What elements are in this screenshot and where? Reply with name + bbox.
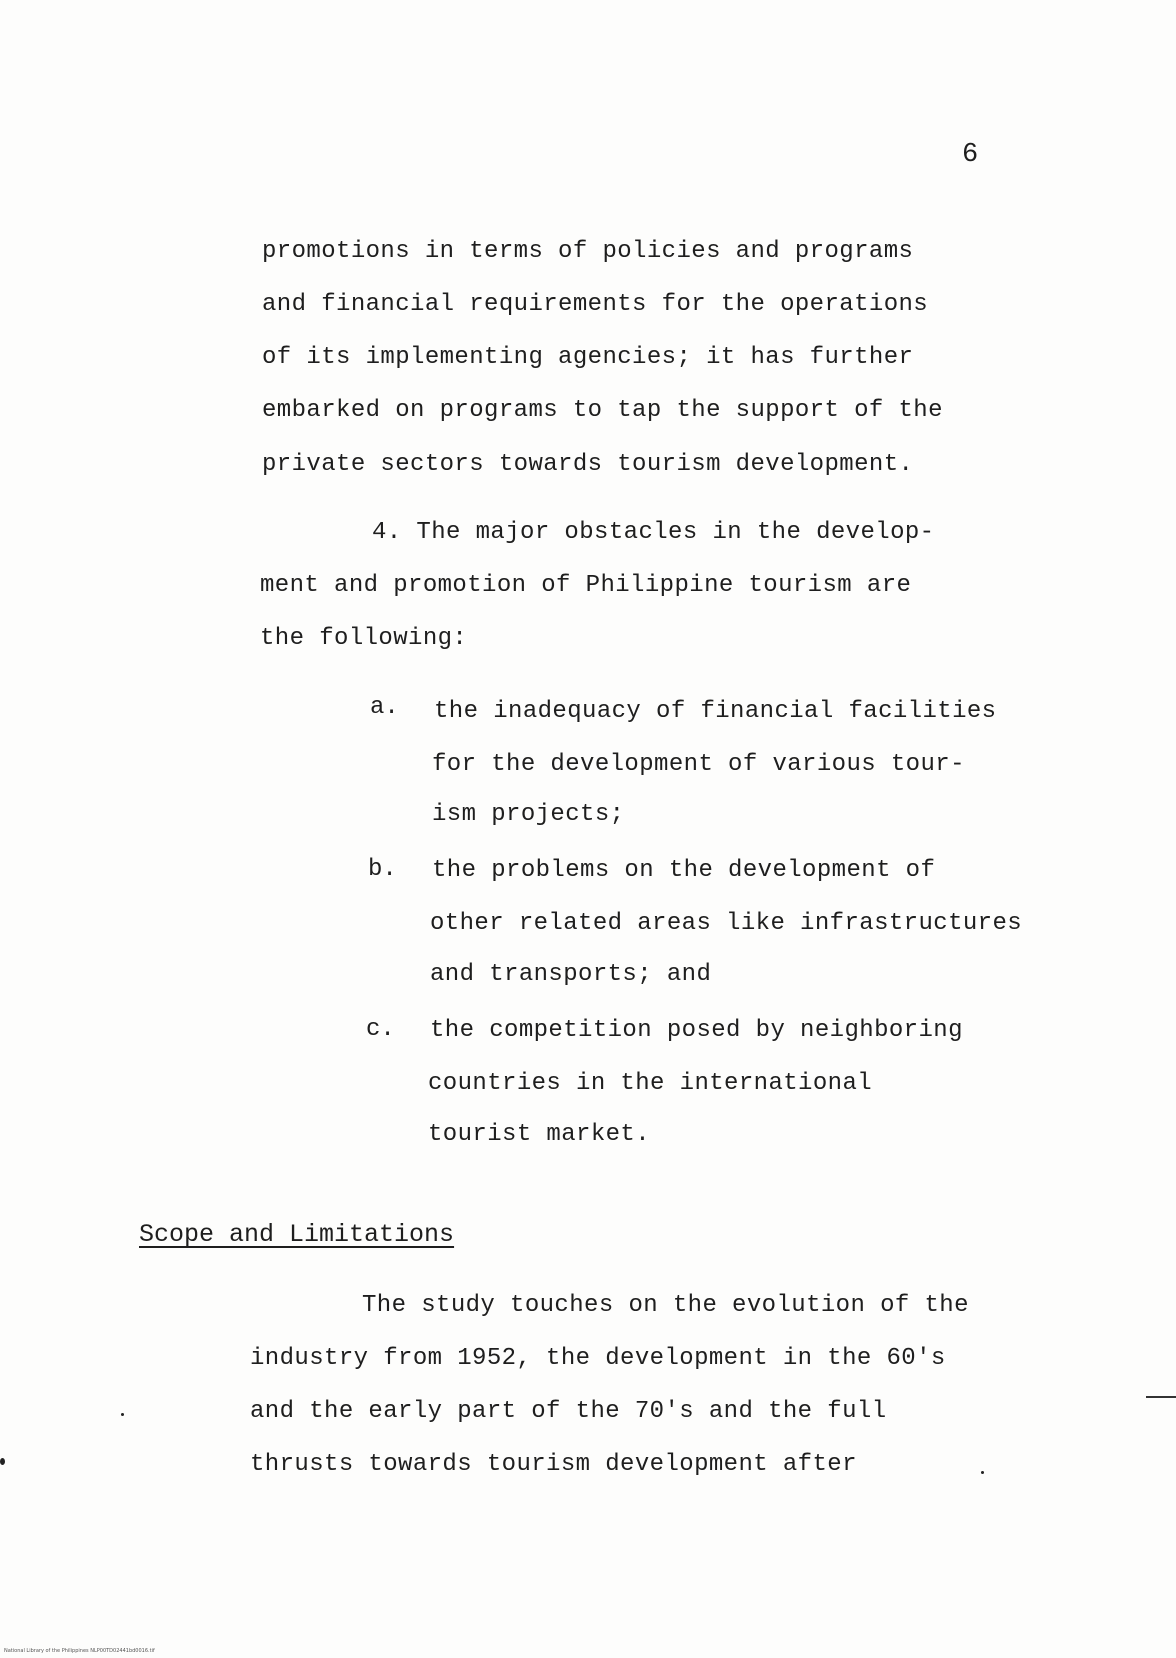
list-item-line: and transports; and [430, 961, 712, 988]
section-line: The study touches on the evolution of the [362, 1292, 969, 1319]
scan-speck [121, 1413, 124, 1416]
scan-speck [981, 1471, 984, 1474]
list-item-line: for the development of various tour- [432, 751, 965, 778]
list-item-label: a. [370, 694, 399, 721]
page-number: 6 [962, 140, 979, 170]
list-item-label: b. [368, 856, 397, 883]
section-line: industry from 1952, the development in the 60's [250, 1345, 946, 1372]
list-item-line: other related areas like infrastructures [430, 910, 1023, 937]
list-item-line: the competition posed by neighboring [430, 1017, 963, 1044]
list-item-line: the problems on the development of [432, 857, 936, 884]
paragraph-line: and financial requirements for the operations [262, 291, 929, 318]
list-item-line: the inadequacy of financial facilities [434, 698, 997, 725]
paragraph-line: promotions in terms of policies and programs [262, 238, 914, 265]
paragraph-line: ment and promotion of Philippine tourism are [260, 572, 912, 599]
list-item-line: ism projects; [432, 801, 625, 828]
paragraph-line: private sectors towards tourism development. [262, 451, 914, 478]
section-line: thrusts towards tourism development after [250, 1451, 857, 1478]
footer-scan-caption: National Library of the Philippines NLP00TD02441bd0016.tif [4, 1648, 155, 1654]
list-item-label: c. [366, 1016, 395, 1043]
paragraph-line: the following: [260, 625, 468, 652]
section-line: and the early part of the 70's and the full [250, 1398, 887, 1425]
scan-edge-mark [1146, 1396, 1176, 1398]
section-heading: Scope and Limitations [139, 1220, 455, 1249]
paragraph-line: embarked on programs to tap the support of the [262, 397, 943, 424]
list-item-line: tourist market. [428, 1121, 651, 1148]
scan-speck [0, 1458, 5, 1465]
paragraph-line: 4. The major obstacles in the develop- [372, 519, 935, 546]
list-item-line: countries in the international [428, 1070, 873, 1097]
paragraph-line: of its implementing agencies; it has further [262, 344, 914, 371]
